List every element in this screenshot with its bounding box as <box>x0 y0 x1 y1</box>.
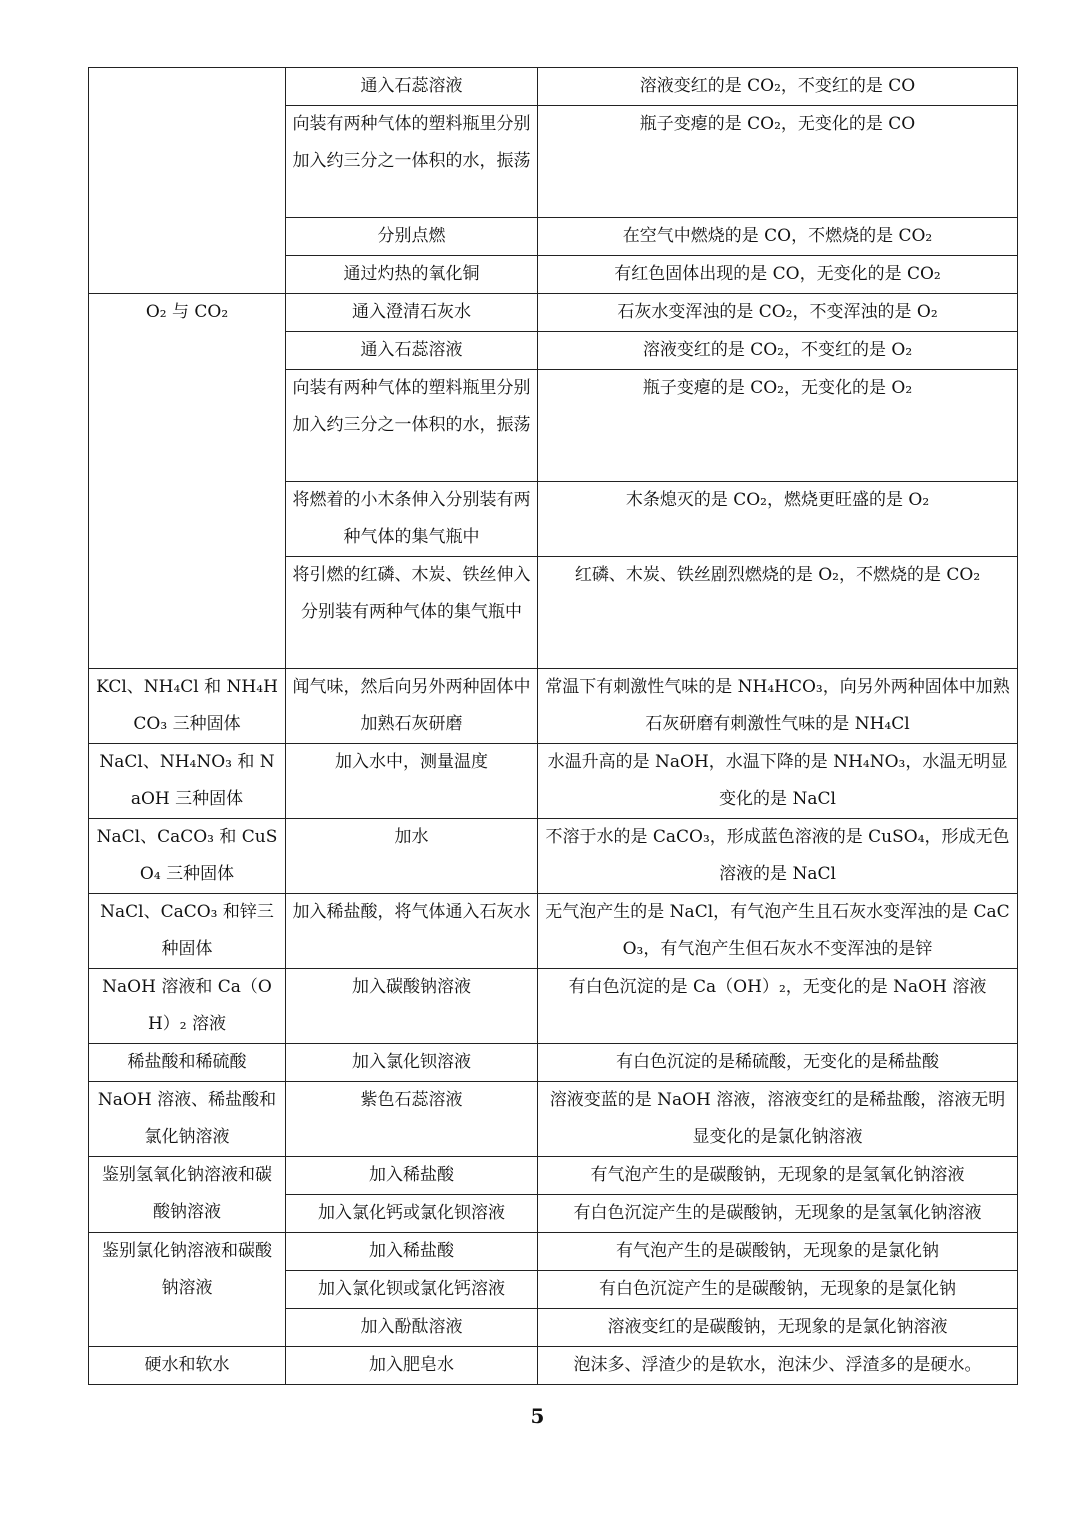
method-cell: 加入稀盐酸，将气体通入石灰水 <box>286 894 538 969</box>
result-cell: 水温升高的是 NaOH，水温下降的是 NH₄NO₃，水温无明显变化的是 NaCl <box>538 744 1018 819</box>
table-row <box>89 744 1018 819</box>
result-cell: 瓶子变瘪的是 CO₂，无变化的是 O₂ <box>538 370 1018 482</box>
method-cell: 分别点燃 <box>286 218 538 256</box>
result-cell: 溶液变红的是 CO₂，不变红的是 CO <box>538 68 1018 106</box>
result-cell: 常温下有刺激性气味的是 NH₄HCO₃，向另外两种固体中加熟石灰研磨有刺激性气味的是 NH₄Cl <box>538 669 1018 744</box>
method-cell: 加入氯化钡或氯化钙溶液 <box>286 1271 538 1309</box>
table-row <box>89 894 1018 969</box>
result-cell: 瓶子变瘪的是 CO₂，无变化的是 CO <box>538 106 1018 218</box>
result-cell: 有白色沉淀的是 Ca（OH）₂，无变化的是 NaOH 溶液 <box>538 969 1018 1044</box>
material-cell: NaCl、CaCO₃ 和锌三种固体 <box>89 894 286 969</box>
table-row <box>89 969 1018 1044</box>
result-cell: 木条熄灭的是 CO₂，燃烧更旺盛的是 O₂ <box>538 482 1018 557</box>
result-cell: 溶液变红的是碳酸钠，无现象的是氯化钠溶液 <box>538 1309 1018 1347</box>
method-cell: 通入澄清石灰水 <box>286 294 538 332</box>
table-row <box>89 1157 1018 1195</box>
method-cell: 通入石蕊溶液 <box>286 68 538 106</box>
table-row <box>89 1233 1018 1271</box>
method-cell: 通过灼热的氧化铜 <box>286 256 538 294</box>
method-cell: 加入酚酞溶液 <box>286 1309 538 1347</box>
method-cell: 加入稀盐酸 <box>286 1157 538 1195</box>
material-cell: 鉴别氢氧化钠溶液和碳酸钠溶液 <box>89 1157 286 1233</box>
result-cell: 溶液变红的是 CO₂，不变红的是 O₂ <box>538 332 1018 370</box>
method-cell: 紫色石蕊溶液 <box>286 1082 538 1157</box>
material-cell: NaCl、NH₄NO₃ 和 NaOH 三种固体 <box>89 744 286 819</box>
method-cell: 向装有两种气体的塑料瓶里分别加入约三分之一体积的水，振荡 <box>286 106 538 218</box>
identification-table <box>88 67 1018 1385</box>
method-cell: 加入肥皂水 <box>286 1347 538 1385</box>
method-cell: 通入石蕊溶液 <box>286 332 538 370</box>
material-cell: 鉴别氯化钠溶液和碳酸钠溶液 <box>89 1233 286 1347</box>
table-row <box>89 1347 1018 1385</box>
method-cell: 加入碳酸钠溶液 <box>286 969 538 1044</box>
table-row <box>89 294 1018 332</box>
table-row <box>89 1044 1018 1082</box>
method-cell: 闻气味，然后向另外两种固体中加熟石灰研磨 <box>286 669 538 744</box>
method-cell: 将引燃的红磷、木炭、铁丝伸入分别装有两种气体的集气瓶中 <box>286 557 538 669</box>
result-cell: 有气泡产生的是碳酸钠，无现象的是氢氧化钠溶液 <box>538 1157 1018 1195</box>
material-cell: 硬水和软水 <box>89 1347 286 1385</box>
material-cell <box>89 68 286 294</box>
result-cell: 泡沫多、浮渣少的是软水，泡沫少、浮渣多的是硬水。 <box>538 1347 1018 1385</box>
table-row <box>89 1082 1018 1157</box>
result-cell: 不溶于水的是 CaCO₃，形成蓝色溶液的是 CuSO₄，形成无色溶液的是 NaCl <box>538 819 1018 894</box>
material-cell: NaOH 溶液、稀盐酸和氯化钠溶液 <box>89 1082 286 1157</box>
material-cell: O₂ 与 CO₂ <box>89 294 286 669</box>
result-cell: 溶液变蓝的是 NaOH 溶液，溶液变红的是稀盐酸，溶液无明显变化的是氯化钠溶液 <box>538 1082 1018 1157</box>
method-cell: 加入稀盐酸 <box>286 1233 538 1271</box>
page-number: 5 <box>530 1404 545 1428</box>
table-row <box>89 68 1018 106</box>
result-cell: 有气泡产生的是碳酸钠，无现象的是氯化钠 <box>538 1233 1018 1271</box>
method-cell: 加水 <box>286 819 538 894</box>
result-cell: 在空气中燃烧的是 CO，不燃烧的是 CO₂ <box>538 218 1018 256</box>
result-cell: 有白色沉淀的是稀硫酸，无变化的是稀盐酸 <box>538 1044 1018 1082</box>
result-cell: 有白色沉淀产生的是碳酸钠，无现象的是氢氧化钠溶液 <box>538 1195 1018 1233</box>
table-row <box>89 819 1018 894</box>
method-cell: 加入氯化钙或氯化钡溶液 <box>286 1195 538 1233</box>
result-cell: 有红色固体出现的是 CO，无变化的是 CO₂ <box>538 256 1018 294</box>
result-cell: 红磷、木炭、铁丝剧烈燃烧的是 O₂，不燃烧的是 CO₂ <box>538 557 1018 669</box>
result-cell: 无气泡产生的是 NaCl，有气泡产生且石灰水变浑浊的是 CaCO₃，有气泡产生但石灰水不变浑浊的是锌 <box>538 894 1018 969</box>
method-cell: 向装有两种气体的塑料瓶里分别加入约三分之一体积的水，振荡 <box>286 370 538 482</box>
material-cell: NaCl、CaCO₃ 和 CuSO₄ 三种固体 <box>89 819 286 894</box>
table-row <box>89 669 1018 744</box>
material-cell: KCl、NH₄Cl 和 NH₄HCO₃ 三种固体 <box>89 669 286 744</box>
material-cell: NaOH 溶液和 Ca（OH）₂ 溶液 <box>89 969 286 1044</box>
method-cell: 将燃着的小木条伸入分别装有两种气体的集气瓶中 <box>286 482 538 557</box>
method-cell: 加入氯化钡溶液 <box>286 1044 538 1082</box>
result-cell: 有白色沉淀产生的是碳酸钠，无现象的是氯化钠 <box>538 1271 1018 1309</box>
material-cell: 稀盐酸和稀硫酸 <box>89 1044 286 1082</box>
result-cell: 石灰水变浑浊的是 CO₂，不变浑浊的是 O₂ <box>538 294 1018 332</box>
method-cell: 加入水中，测量温度 <box>286 744 538 819</box>
